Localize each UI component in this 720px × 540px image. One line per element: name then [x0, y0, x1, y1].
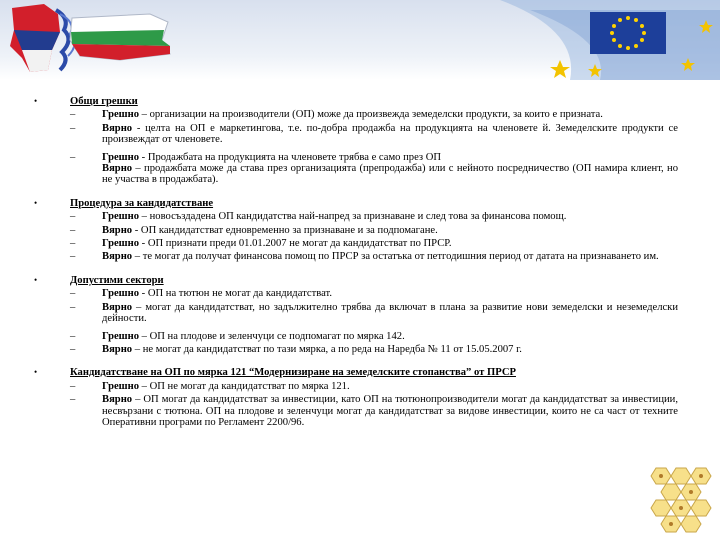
section-measure-121: [30, 367, 678, 430]
list-item: – Вярно - целта на ОП е маркетингова, т.е. по-добра продажба на продукцията на членовете й. Земеделските продукти се произвеждат от членовете.: [70, 122, 678, 146]
list-item: – Грешно – ОП на плодове и зеленчуци се подпомагат по мярка 142.: [70, 330, 405, 342]
bullet-dot: •: [34, 96, 38, 106]
section-heading: Допустими сектори: [70, 274, 164, 286]
serbia-bulgaria-map-icon: [0, 0, 210, 80]
section-general-errors: [30, 96, 678, 188]
list-item: – Грешно - ОП на тютюн не могат да кандидатстват.: [70, 288, 332, 300]
list-item: – Вярно - ОП кандидатстват едновременно за признаване и за подпомагане.: [70, 224, 438, 236]
bullet-dot: •: [34, 197, 38, 208]
section-heading: Общи грешки: [70, 96, 138, 107]
list-item: – Вярно – те могат да получат финансова помощ по ПРСР за остатъка от петгодишния период от датата на признаването им.: [70, 251, 659, 263]
list-item: – Вярно – могат да кандидатстват, но задължително трябва да включат в плана за развитие нови земеделски и неземеделски дейности.: [70, 301, 678, 325]
section-eligible-sectors: [30, 275, 678, 357]
header-banner: [0, 0, 720, 80]
list-item: – Грешно – организации на производители (ОП) може да произвежда земеделски продукти, за които е призната.: [70, 109, 603, 121]
bullet-dot: •: [34, 274, 38, 285]
list-item: – Грешно – новосъздадена ОП кандидатства най-напред за признаване и след това за финансова помощ.: [70, 211, 567, 223]
list-item: – Грешно – ОП не могат да кандидатстват по мярка 121.: [70, 380, 350, 392]
section-heading: Кандидатстване на ОП по мярка 121 “Модернизиране на земеделските стопанства” от ПРСР: [70, 367, 516, 379]
list-item: – Грешно - ОП признати преди 01.01.2007 не могат да кандидатстват по ПРСР.: [70, 238, 452, 250]
section-procedure: [30, 198, 678, 265]
section-heading: Процедура за кандидатстване: [70, 197, 214, 209]
honeycomb-icon: [642, 464, 716, 536]
list-item: – Вярно – ОП могат да кандидатстват за инвестиции, като ОП на тютюнопроизводители могат да кандидатстват за инвестиции, несвързани с тютюна. ОП на плодове и зеленчуци могат да кандидатстват за видове инвестиции, които не са част от техните Оперативни програми по Регламент 2200/96.: [70, 394, 678, 428]
list-item: – Вярно – не могат да кандидатстват по тази мярка, а по реда на Наредба № 11 от 15.05.2007 г.: [70, 343, 522, 355]
content-list: [30, 96, 678, 440]
eu-flag-icon: [460, 0, 720, 80]
list-item: – Грешно - Продажбата на продукцията на членовете трябва е само през ОП Вярно – продажбата може да става през организацията (препродажба) или с нейното посредничество (ОП намира клиент, но не участва в продажбата).: [70, 151, 678, 186]
bullet-dot: •: [34, 367, 38, 378]
